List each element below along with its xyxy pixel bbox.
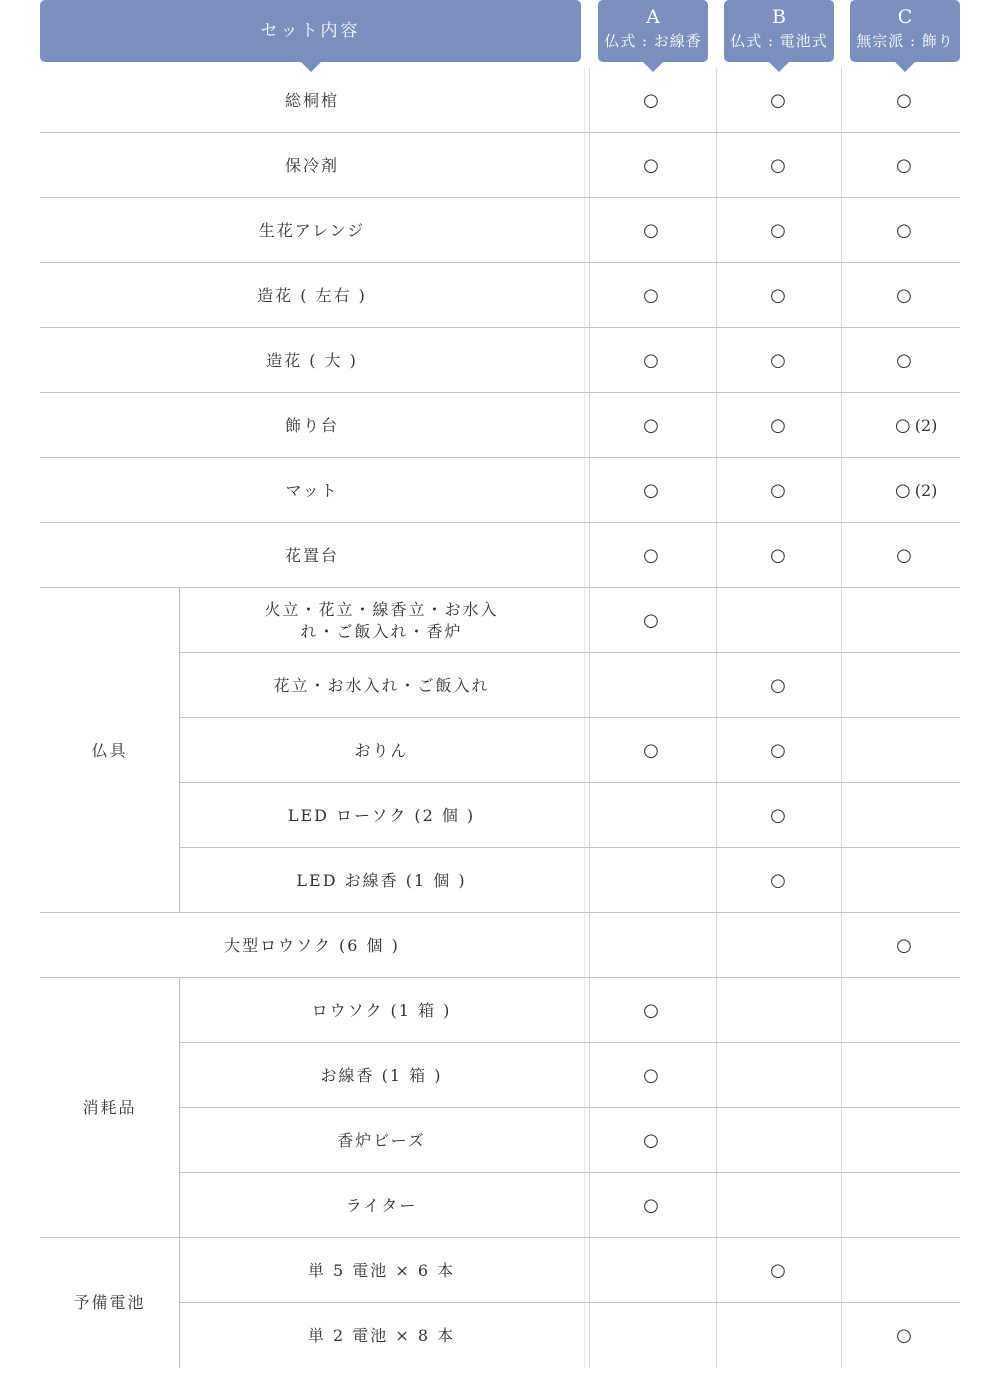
included-mark-b — [758, 1238, 798, 1303]
included-mark-a — [631, 523, 671, 588]
circle-mark: ○ — [643, 1195, 659, 1216]
circle-mark: ○ — [643, 220, 659, 241]
circle-mark: ○ — [643, 545, 659, 566]
circle-mark: ○ — [643, 1000, 659, 1021]
item-name: 花置台 — [284, 545, 339, 565]
header-set-label: セット内容 — [260, 21, 361, 41]
circle-mark: ○ — [643, 155, 659, 176]
circle-mark: ○ — [643, 610, 659, 631]
included-mark-c — [884, 913, 924, 978]
included-mark-a — [631, 718, 671, 783]
item-name: 造花 ( 大 ) — [266, 350, 358, 370]
item-name: 総桐棺 — [284, 90, 339, 110]
item-name: LED ローソク (2 個 ) — [287, 805, 476, 825]
header-set-contents — [40, 0, 581, 62]
circle-mark: ○ — [896, 1325, 912, 1346]
included-mark-c — [884, 133, 924, 198]
header-option-c — [850, 0, 960, 62]
item-name: 花立・お水入れ・ご飯入れ — [273, 675, 490, 695]
circle-mark: ○ — [896, 90, 912, 111]
circle-mark: ○ — [770, 480, 786, 501]
item-name: ライター — [345, 1195, 418, 1215]
header-option-a — [598, 0, 708, 62]
included-mark-b — [758, 68, 798, 133]
included-mark-b — [758, 523, 798, 588]
item-name: 生花アレンジ — [258, 220, 366, 240]
circle-mark: ○ — [770, 350, 786, 371]
item-name: 造花 ( 左右 ) — [257, 285, 367, 305]
included-mark-c — [884, 523, 924, 588]
circle-mark: ○ — [896, 155, 912, 176]
included-mark-b — [758, 393, 798, 458]
group-label: 予備電池 — [73, 1293, 146, 1312]
item-name: 保冷剤 — [284, 155, 339, 175]
quantity-note: (2) — [914, 481, 938, 500]
included-mark-a — [631, 263, 671, 328]
circle-mark: ○ — [896, 220, 912, 241]
option-subtitle: 仏式 : 電池式 — [730, 32, 828, 50]
circle-mark: ○ — [770, 415, 786, 436]
circle-mark: ○ — [643, 285, 659, 306]
circle-mark: ○ — [643, 480, 659, 501]
circle-mark: ○ — [643, 740, 659, 761]
option-subtitle: 無宗派 : 飾り — [856, 32, 954, 50]
circle-mark: ○ — [770, 740, 786, 761]
included-mark-c — [884, 263, 924, 328]
circle-mark: ○ — [770, 285, 786, 306]
included-mark-a — [631, 978, 671, 1043]
included-mark-a — [631, 458, 671, 523]
item-name: 飾り台 — [284, 415, 339, 435]
column-divider — [584, 68, 585, 1368]
included-mark-b — [758, 133, 798, 198]
included-mark-b — [758, 848, 798, 913]
included-mark-b — [758, 718, 798, 783]
included-mark-c — [884, 198, 924, 263]
column-divider — [589, 68, 590, 1368]
group-label: 消耗品 — [82, 1098, 137, 1117]
included-mark-a — [631, 393, 671, 458]
item-name: おりん — [354, 740, 409, 760]
item-name: 香炉ビーズ — [337, 1130, 426, 1150]
column-divider — [716, 68, 717, 1368]
circle-mark: ○ — [643, 1130, 659, 1151]
item-name: LED お線香 (1 個 ) — [296, 870, 467, 890]
included-mark-c — [884, 68, 924, 133]
option-subtitle: 仏式 : お線香 — [604, 32, 702, 50]
quantity-note: (2) — [914, 416, 938, 435]
circle-mark: ○ — [895, 415, 911, 436]
included-mark-c — [895, 458, 937, 523]
header-option-b — [724, 0, 834, 62]
circle-mark: ○ — [643, 1065, 659, 1086]
circle-mark: ○ — [896, 545, 912, 566]
circle-mark: ○ — [895, 480, 911, 501]
circle-mark: ○ — [770, 675, 786, 696]
circle-mark: ○ — [643, 90, 659, 111]
circle-mark: ○ — [643, 415, 659, 436]
option-letter: C — [897, 6, 913, 28]
circle-mark: ○ — [896, 285, 912, 306]
circle-mark: ○ — [770, 870, 786, 891]
included-mark-c — [884, 1303, 924, 1368]
circle-mark: ○ — [770, 90, 786, 111]
included-mark-b — [758, 783, 798, 848]
included-mark-a — [631, 198, 671, 263]
included-mark-a — [631, 328, 671, 393]
included-mark-a — [631, 1173, 671, 1238]
item-name: 単 2 電池 × 8 本 — [307, 1325, 456, 1345]
column-divider — [841, 68, 842, 1368]
group-label: 仏具 — [91, 740, 128, 760]
included-mark-b — [758, 328, 798, 393]
included-mark-b — [758, 198, 798, 263]
circle-mark: ○ — [770, 545, 786, 566]
circle-mark: ○ — [770, 805, 786, 826]
item-name: 大型ロウソク (6 個 ) — [224, 935, 400, 955]
option-letter: A — [646, 6, 660, 28]
group-divider — [179, 1238, 180, 1368]
item-name: マット — [285, 480, 339, 500]
circle-mark: ○ — [896, 350, 912, 371]
included-mark-a — [631, 1108, 671, 1173]
included-mark-a — [631, 133, 671, 198]
option-letter: B — [772, 6, 786, 28]
included-mark-b — [758, 653, 798, 718]
included-mark-a — [631, 588, 671, 653]
circle-mark: ○ — [770, 220, 786, 241]
included-mark-c — [884, 328, 924, 393]
circle-mark: ○ — [770, 155, 786, 176]
group-divider — [179, 978, 180, 1238]
included-mark-a — [631, 1043, 671, 1108]
item-name: お線香 (1 箱 ) — [320, 1065, 443, 1085]
included-mark-b — [758, 263, 798, 328]
circle-mark: ○ — [896, 935, 912, 956]
item-name: 火立・花立・線香立・お水入れ・ご飯入れ・香炉 — [264, 599, 499, 641]
included-mark-b — [758, 458, 798, 523]
circle-mark: ○ — [643, 350, 659, 371]
circle-mark: ○ — [770, 1260, 786, 1281]
group-divider — [179, 588, 180, 913]
item-name: 単 5 電池 × 6 本 — [307, 1260, 456, 1280]
included-mark-a — [631, 68, 671, 133]
item-name: ロウソク (1 箱 ) — [311, 1000, 452, 1020]
included-mark-c — [895, 393, 937, 458]
